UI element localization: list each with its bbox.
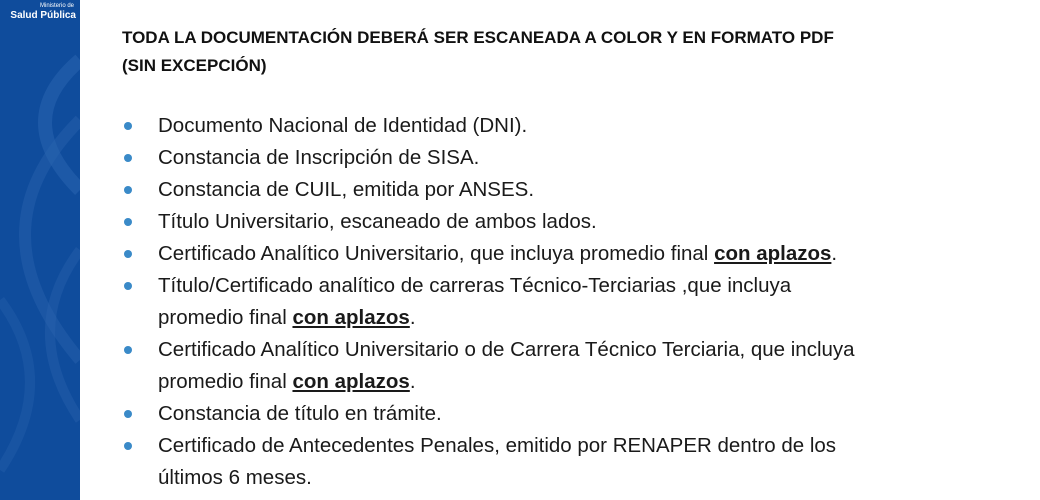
item-text: Título/Certificado analítico de carreras Técnico-Terciarias ,que incluya xyxy=(158,274,792,297)
item-text: últimos 6 meses. xyxy=(158,466,312,489)
bullet-icon xyxy=(124,442,132,450)
logo-small-text: Ministerio de xyxy=(39,3,74,9)
list-item xyxy=(122,174,1022,206)
item-end: . xyxy=(409,306,416,329)
bullet-icon xyxy=(124,250,132,258)
decorative-arcs xyxy=(0,0,80,500)
item-text: Documento Nacional de Identidad (DNI). xyxy=(158,114,528,137)
item-text: Constancia de Inscripción de SISA. xyxy=(158,146,480,169)
requirements-list xyxy=(122,110,1022,494)
item-text: Certificado Analítico Universitario, que incluya promedio final xyxy=(158,242,715,265)
item-text: Constancia de CUIL, emitida por ANSES. xyxy=(158,178,535,201)
bullet-icon xyxy=(124,154,132,162)
bullet-icon xyxy=(124,122,132,130)
item-text: Certificado Analítico Universitario o de Carrera Técnico Terciaria, que incluya xyxy=(158,338,855,361)
list-item xyxy=(122,238,1022,270)
emphasis-text: con aplazos xyxy=(714,242,832,265)
bullet-icon xyxy=(124,282,132,290)
item-text: Certificado de Antecedentes Penales, emitido por RENAPER dentro de los xyxy=(158,434,837,457)
page-heading xyxy=(122,24,1002,80)
item-end: . xyxy=(409,370,416,393)
item-text: promedio final xyxy=(158,370,293,393)
heading-line-2: (SIN EXCEPCIÓN) xyxy=(122,56,267,75)
item-row xyxy=(158,366,1022,398)
list-item xyxy=(122,142,1022,174)
list-item xyxy=(122,398,1022,430)
list-item xyxy=(122,110,1022,142)
bullet-icon xyxy=(124,186,132,194)
ministry-logo xyxy=(2,2,78,21)
logo-big-text: Salud Pública xyxy=(10,10,76,21)
item-end: . xyxy=(831,242,838,265)
item-text: promedio final xyxy=(158,306,293,329)
bullet-icon xyxy=(124,218,132,226)
item-text: Constancia de título en trámite. xyxy=(158,402,442,425)
list-item xyxy=(122,430,1022,494)
emphasis-text: con aplazos xyxy=(292,306,410,329)
list-item xyxy=(122,334,1022,398)
item-row xyxy=(158,238,1022,270)
side-band xyxy=(0,0,80,500)
heading-line-1: TODA LA DOCUMENTACIÓN DEBERÁ SER ESCANEADA A COLOR Y EN FORMATO PDF xyxy=(122,28,834,47)
list-item xyxy=(122,206,1022,238)
emphasis-text: con aplazos xyxy=(292,370,410,393)
bullet-icon xyxy=(124,346,132,354)
bullet-icon xyxy=(124,410,132,418)
list-item xyxy=(122,270,1022,334)
item-text: Título Universitario, escaneado de ambos lados. xyxy=(158,210,597,233)
item-row xyxy=(158,302,1022,334)
